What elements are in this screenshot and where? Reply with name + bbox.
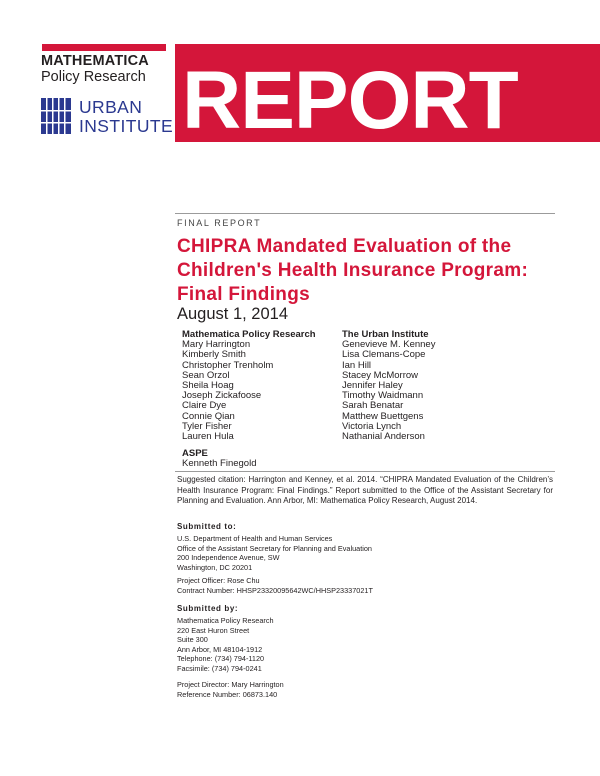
urban-authors [342, 330, 492, 442]
divider-top [175, 213, 555, 214]
author-name: Matthew Buettgens [342, 410, 424, 422]
author-name: Jennifer Haley [342, 380, 403, 392]
submitted-to-heading: Submitted to: [177, 522, 237, 531]
report-title-line: Final Findings [177, 284, 310, 305]
report-banner-text: REPORT [182, 55, 518, 146]
author-group-heading: Mathematica Policy Research [182, 329, 316, 340]
address-line: Suite 300 [177, 635, 208, 645]
mathematica-red-bar [42, 44, 166, 51]
author-name: Lisa Clemans-Cope [342, 349, 426, 361]
urban-institute-logo-icon [41, 98, 71, 134]
mathematica-logo-line1: MATHEMATICA [41, 53, 149, 69]
address-line: Office of the Assistant Secretary for Planning and Evaluation [177, 543, 372, 553]
author-name: Kenneth Finegold [182, 458, 257, 470]
report-type-label: FINAL REPORT [177, 218, 262, 228]
author-name: Tyler Fisher [182, 420, 232, 432]
author-name: Joseph Zickafoose [182, 390, 262, 402]
author-name: Genevieve M. Kenney [342, 339, 436, 351]
address-line: 220 East Huron Street [177, 625, 250, 635]
report-title-line: CHIPRA Mandated Evaluation of the [177, 236, 512, 257]
divider-middle [175, 471, 555, 472]
author-name: Stacey McMorrow [342, 369, 419, 381]
submitted-to-address [177, 534, 372, 572]
author-name: Lauren Hula [182, 431, 234, 443]
project-officer-info [177, 576, 373, 595]
report-title [177, 235, 577, 307]
author-name: Ian Hill [342, 359, 372, 371]
author-group-heading: The Urban Institute [342, 329, 429, 340]
mathematica-logo-line2: Policy Research [41, 69, 146, 85]
address-line: Telephone: (734) 794-1120 [177, 654, 265, 664]
urban-logo-line2: INSTITUTE [79, 116, 174, 136]
mathematica-authors [182, 330, 332, 442]
author-name: Sean Orzol [182, 369, 230, 381]
author-name: Mary Harrington [182, 339, 251, 351]
address-line: Facsimile: (734) 794-0241 [177, 663, 262, 673]
aspe-authors [182, 449, 256, 469]
address-line: Washington, DC 20201 [177, 562, 253, 572]
author-group-heading: ASPE [182, 448, 208, 459]
info-line: Reference Number: 06873.140 [177, 689, 278, 699]
report-date: August 1, 2014 [177, 305, 289, 323]
author-name: Connie Qian [182, 410, 235, 422]
author-name: Kimberly Smith [182, 349, 246, 361]
author-name: Sheila Hoag [182, 380, 234, 392]
author-name: Sarah Benatar [342, 400, 404, 412]
author-name: Nathanial Anderson [342, 431, 425, 443]
address-line: Ann Arbor, MI 48104-1912 [177, 644, 263, 654]
author-name: Claire Dye [182, 400, 227, 412]
address-line: U.S. Department of Health and Human Services [177, 534, 333, 543]
author-name: Timothy Waidmann [342, 390, 424, 402]
address-line: Mathematica Policy Research [177, 616, 274, 625]
author-name: Victoria Lynch [342, 420, 402, 432]
submitted-by-heading: Submitted by: [177, 604, 239, 613]
submitted-by-address [177, 616, 274, 674]
urban-logo-line1: URBAN [79, 97, 143, 117]
info-line: Project Officer: Rose Chu [177, 576, 260, 585]
suggested-citation: Suggested citation: Harrington and Kenney, et al. 2014. “CHIPRA Mandated Evaluation of the Children’s Health Insurance Program: Final Findings.” Report submitted to the Office of the Assistant Secretary for Planning and Evaluation. Ann Arbor, MI: Mathematica Policy Research, August 2014. [177, 475, 553, 505]
address-line: 200 Independence Avenue, SW [177, 553, 280, 563]
info-line: Contract Number: HHSP23320095642WC/HHSP23337021T [177, 585, 373, 595]
author-name: Christopher Trenholm [182, 359, 274, 371]
report-title-line: Children's Health Insurance Program: [177, 260, 529, 281]
project-director-info [177, 680, 284, 699]
info-line: Project Director: Mary Harrington [177, 680, 284, 689]
